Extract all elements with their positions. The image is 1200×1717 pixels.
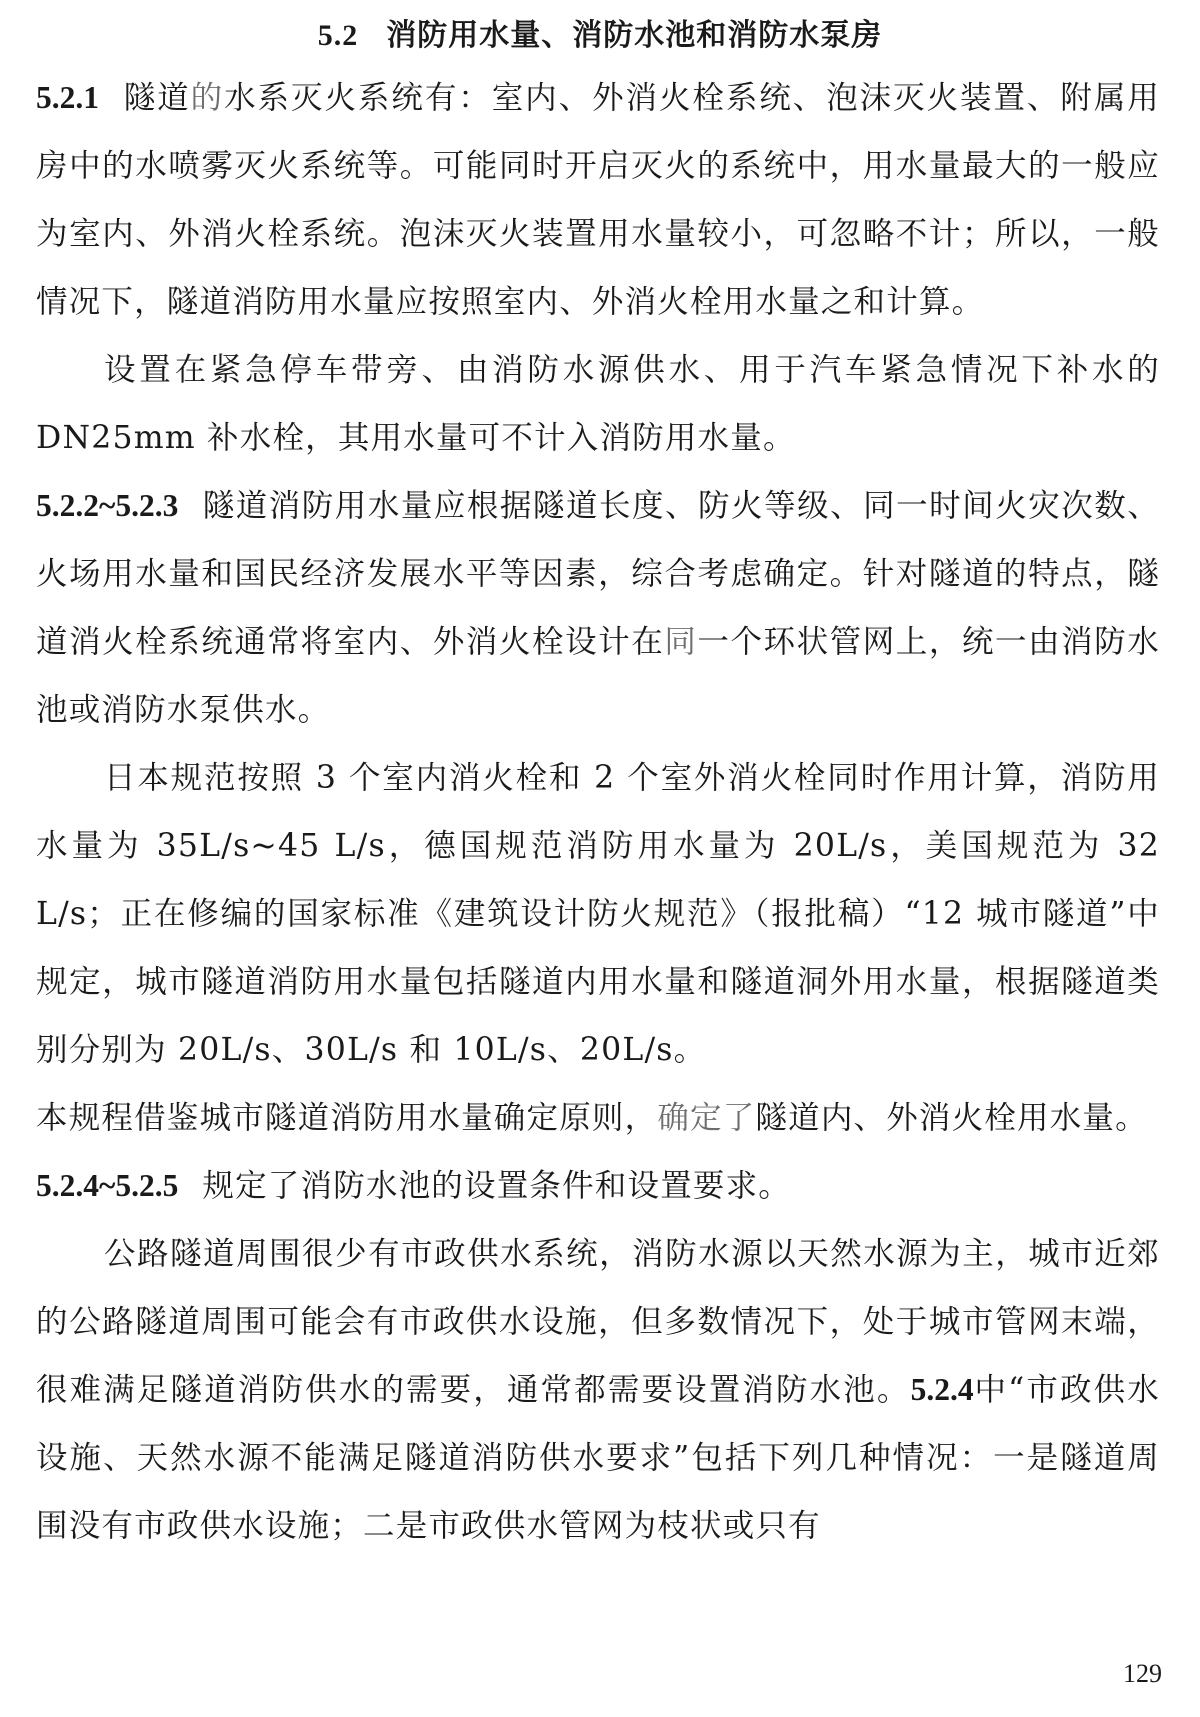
faint-text-run: 的 — [190, 80, 225, 116]
faint-text-run: 确定了 — [657, 1100, 756, 1136]
text-run: 本规程借鉴城市隧道消防用水量确定原则， — [36, 1100, 658, 1136]
clause-number-5-2-2-5-2-3: 5.2.2~5.2.3 — [36, 488, 179, 523]
paragraph-supply-hydrant: 设置在紧急停车带旁、由消防水源供水、用于汽车紧急情况下补水的DN25mm 补水栓，其用水量可不计入消防用水量。 — [36, 352, 1160, 456]
paragraph-5-2-2-5-2-3 — [36, 472, 1160, 744]
section-number: 5.2 — [317, 19, 359, 52]
text-run: 水系灭火系统有：室内、外消火栓系统、泡沫灭火装置、附属用房中的水喷雾灭火系统等。可能同时开启灭火的系统中，用水量最大的一般应为室内、外消火栓系统。泡沫灭火装置用水量较小，可忽略不计；所以，一般情况下，隧道消防用水量应按照室内、外消火栓用水量之和计算。 — [36, 80, 1160, 320]
text-run: 隧道 — [123, 80, 191, 116]
clause-reference: 5.2.4 — [910, 1372, 974, 1407]
section-heading — [0, 8, 1200, 64]
text-run: 一个环状管网上，统一由消防水池或消防水泵供水。 — [36, 624, 1160, 728]
text-run: 隧道消防用水量应根据隧道长度、防火等级、同一时间火灾次数、火场用水量和国民经济发展水平等因素，综合考虑确定。针对隧道的特点，隧道消火栓系统通常将室内、外消火栓设计在 — [36, 488, 1160, 660]
clause-number-5-2-1: 5.2.1 — [36, 80, 99, 115]
clause-number-5-2-4-5-2-5: 5.2.4~5.2.5 — [36, 1168, 179, 1203]
paragraph-water-source — [36, 1220, 1160, 1560]
section-title: 消防用水量、消防水池和消防水泵房 — [386, 18, 883, 53]
document-body — [36, 64, 1160, 1560]
paragraph-5-2-4-5-2-5 — [36, 1152, 1160, 1220]
paragraph-this-code — [36, 1084, 1160, 1152]
paragraph-foreign-codes: 日本规范按照 3 个室内消火栓和 2 个室外消火栓同时作用计算，消防用水量为 35L/s~45 L/s，德国规范消防用水量为 20L/s，美国规范为 32 L/s；正在修编的国家标准《建筑设计防火规范》（报批稿）“12 城市隧道”中规定，城市隧道消防用水量包括隧道内用水量和隧道洞外用水量，根据隧道类别分别为 20L/s、30L/s 和 10L/s、20L/s。 — [36, 760, 1160, 1068]
paragraph-5-2-1 — [36, 64, 1160, 336]
text-run: 规定了消防水池的设置条件和设置要求。 — [202, 1168, 791, 1204]
text-run: 中“市政供水设施、天然水源不能满足隧道消防供水要求”包括下列几种情况：一是隧道周围没有市政供水设施；二是市政供水管网为枝状或只有 — [36, 1372, 1161, 1544]
text-run: 公路隧道周围很少有市政供水系统，消防水源以天然水源为主，城市近郊的公路隧道周围可能会有市政供水设施，但多数情况下，处于城市管网末端，很难满足隧道消防供水的需要，通常都需要设置消防水池。 — [36, 1236, 1160, 1408]
faint-text-run: 同 — [664, 624, 698, 660]
page-number: 129 — [1123, 1659, 1162, 1688]
text-run: 隧道内、外消火栓用水量。 — [755, 1100, 1148, 1136]
